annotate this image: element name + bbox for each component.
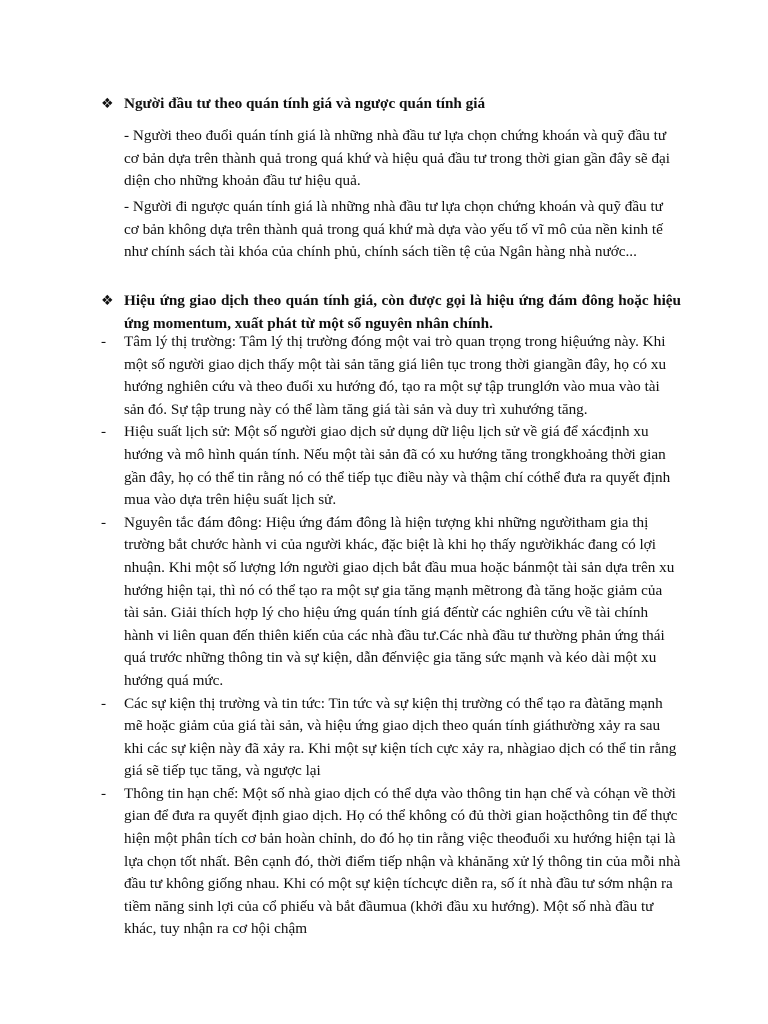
- dash-bullet: -: [101, 513, 107, 531]
- list-item-text: Tâm lý thị trường: Tâm lý thị trường đóng một vai trò quan trọng trong hiệuứng này. Khi một số người giao dịch thấy một tài sản tăng giá liên tục trong thời giangần đây, họ có xu hướng nghiên cứu và theo đuổi xu hướng đó, tạo ra một sự tập trunglớn vào mua vào tài sản đó. Sự tập trung này có thể làm tăng giá tài sản và duy trì xuhướng tăng.: [124, 333, 667, 418]
- diamond-bullet-icon: ❖: [101, 96, 114, 112]
- section-heading-text: Người đầu tư theo quán tính giá và ngược quán tính giá: [124, 95, 486, 112]
- list-item: [101, 512, 681, 693]
- paragraph-contrarian-investor: - Người đi ngược quán tính giá là những nhà đầu tư lựa chọn chứng khoán và quỹ đầu tư cơ bản không dựa trên thành quả trong quá khứ mà dựa vào yếu tố vĩ mô của nền kinh tế như chính sách tài khóa của chính phủ, chính sách tiền tệ của Ngân hàng nhà nước...: [124, 198, 663, 261]
- section-heading-2: [101, 290, 681, 335]
- dash-bullet: -: [101, 694, 107, 712]
- list-item-text: Hiệu suất lịch sử: Một số người giao dịch sử dụng dữ liệu lịch sử về giá để xácđịnh xu hướng và mô hình quán tính. Nếu một tài sản đã có xu hướng tăng trongkhoảng thời gian gần đây, họ có thể tin rằng nó có thể tiếp tục điều này và thậm chí cóthể đưa ra quyết định mua vào dựa trên hiệu suất lịch sử.: [124, 423, 671, 509]
- dash-bullet: -: [101, 333, 107, 350]
- diamond-bullet-icon: ❖: [101, 293, 114, 309]
- causes-list: [101, 331, 681, 941]
- section-heading-1: [101, 93, 681, 116]
- list-item-text: Các sự kiện thị trường và tin tức: Tin tức và sự kiện thị trường có thể tạo ra đàtăng mạnh mẽ hoặc giảm của giá tài sản, và hiệu ứng giao dịch theo quán tính giáthường xảy ra sau khi các sự kiện này đã xảy ra. Khi một sự kiện tích cực xảy ra, nhàgiao dịch có thể tin rằng giá sẽ tiếp tục tăng, và ngược lại: [124, 694, 677, 780]
- paragraph-momentum-investor: - Người theo đuổi quán tính giá là những nhà đầu tư lựa chọn chứng khoán và quỹ đầu tư cơ bản dựa trên thành quả trong quá khứ và hiệu quả đầu tư trong thời gian gần đây sẽ đại diện cho những khoản đầu tư hiệu quả.: [124, 127, 671, 190]
- section-heading-text: Hiệu ứng giao dịch theo quán tính giá, còn được gọi là hiệu ứng đám đông hoặc hiệu ứng momentum, xuất phát từ một số nguyên nhân chính.: [124, 292, 681, 332]
- dash-bullet: -: [101, 423, 107, 441]
- list-item: [101, 783, 681, 941]
- list-item: [101, 331, 681, 421]
- list-item-text: Nguyên tắc đám đông: Hiệu ứng đám đông là hiện tượng khi những ngườitham gia thị trường bắt chước hành vi của người khác, đặc biệt là khi họ thấy ngườikhác đang có lợi nhuận. Khi một số lượng lớn người giao dịch bắt đầu mua hoặc bánmột tài sản dựa trên xu hướng hiện tại, thì nó có thể tạo ra một sự gia tăng mạnh mẽtrong đà tăng hoặc giảm của tài sản. Giải thích hợp lý cho hiệu ứng quán tính giá đếntừ các nghiên cứu về tài chính hành vi liên quan đến thiên kiến của các nhà đầu tư.Các nhà đầu tư thường phản ứng thái quá trước những thông tin và sự kiện, dẫn đếnviệc gia tăng sức mạnh và kéo dài một xu hướng quá mức.: [124, 513, 675, 689]
- dash-bullet: -: [101, 784, 107, 802]
- list-item: [101, 693, 681, 783]
- list-item-text: Thông tin hạn chế: Một số nhà giao dịch có thể dựa vào thông tin hạn chế và cóhạn về thời gian để đưa ra quyết định giao dịch. Họ có thể không có đủ thời gian hoặcthông tin để thực hiện một phân tích cơ bản hoàn chỉnh, do đó họ tin rằng việc theođuổi xu hướng hiện tại là lựa chọn tốt nhất. Bên cạnh đó, thời điểm tiếp nhận và khảnăng xử lý thông tin của mỗi nhà đầu tư không giống nhau. Khi có một sự kiện tíchcực diễn ra, số ít nhà đầu tư sớm nhận ra tiềm năng sinh lợi của cổ phiếu và bắt đầumua (khởi đầu xu hướng). Một số nhà đầu tư khác, tuy nhận ra cơ hội chậm: [124, 784, 681, 938]
- list-item: [101, 421, 681, 511]
